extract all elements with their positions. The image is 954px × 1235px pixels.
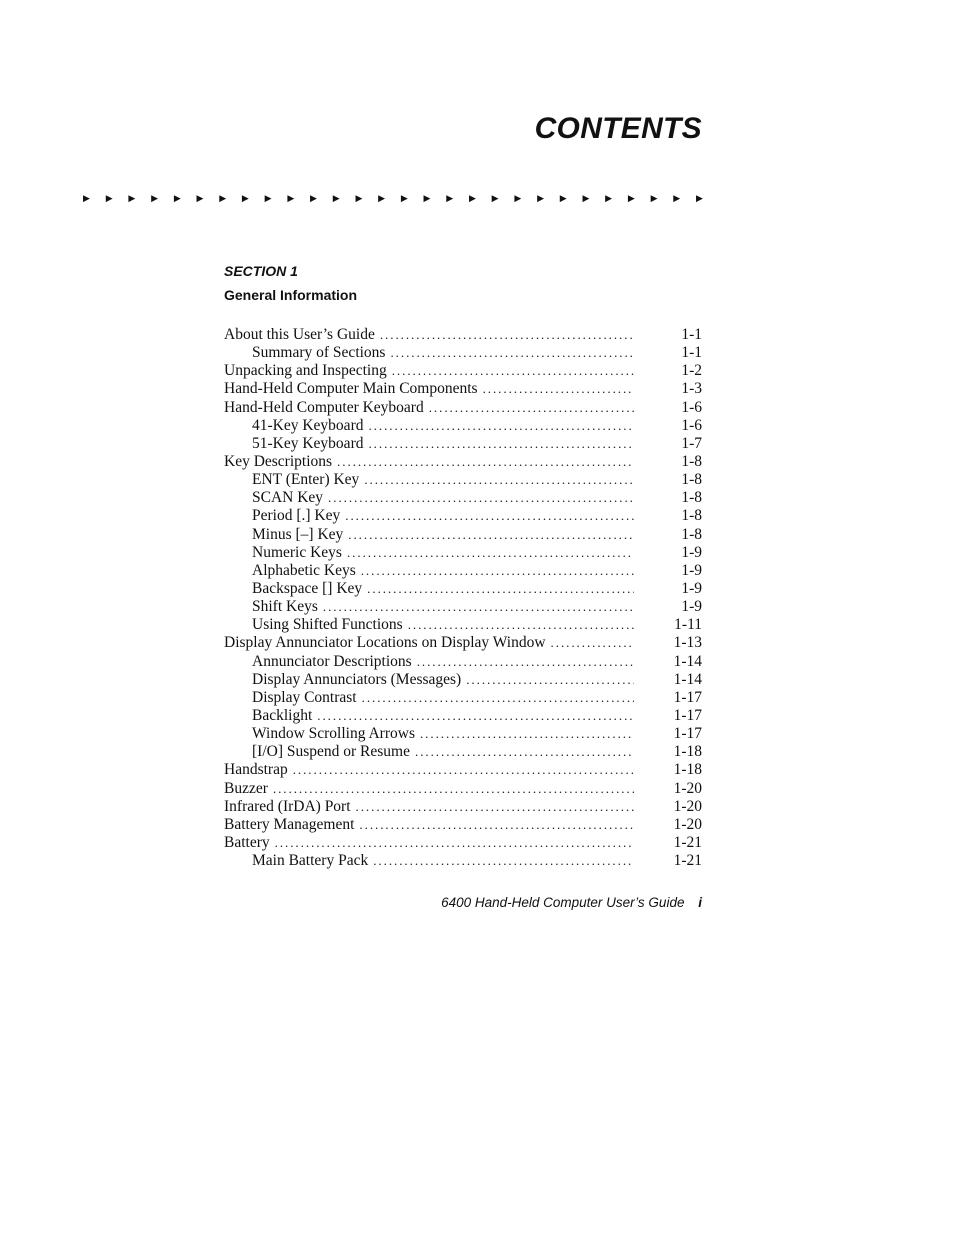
toc-entry-title: Minus [–] Key <box>252 525 344 543</box>
dot-leader <box>361 562 634 580</box>
toc-entry-title: Alphabetic Keys <box>252 561 356 579</box>
dot-leader <box>362 689 634 707</box>
toc-entry-page: 1-9 <box>681 543 702 561</box>
toc-entry-page: 1-8 <box>681 507 702 525</box>
right-triangle-icon: ▶ <box>695 194 703 204</box>
toc-entry[interactable] <box>224 526 702 544</box>
toc-entry-page: 1-17 <box>673 725 702 743</box>
toc-entry[interactable] <box>224 598 702 616</box>
toc-entry-page: 1-14 <box>673 670 702 688</box>
right-triangle-icon: ▶ <box>514 194 522 204</box>
dot-leader <box>368 435 634 453</box>
toc-entry-title: Main Battery Pack <box>252 852 369 870</box>
page-title: CONTENTS <box>534 112 702 145</box>
dot-leader <box>392 362 634 380</box>
toc-entry-title: 51-Key Keyboard <box>252 434 364 452</box>
right-triangle-icon: ▶ <box>491 194 499 204</box>
toc-entry[interactable] <box>224 344 702 362</box>
toc-entry[interactable] <box>224 489 702 507</box>
right-triangle-icon: ▶ <box>173 194 181 204</box>
right-triangle-icon: ▶ <box>196 194 204 204</box>
right-triangle-icon: ▶ <box>400 194 408 204</box>
dot-leader <box>364 471 634 489</box>
toc-entry[interactable] <box>224 725 702 743</box>
toc-entry[interactable] <box>224 507 702 525</box>
toc-entry-page: 1-14 <box>673 652 702 670</box>
toc-entry-title: SCAN Key <box>252 489 324 507</box>
dot-leader <box>273 780 634 798</box>
dot-leader <box>390 344 634 362</box>
right-triangle-icon: ▶ <box>105 194 113 204</box>
dot-leader <box>415 743 634 761</box>
toc-entry-title: Unpacking and Inspecting <box>224 362 387 380</box>
toc-entry-page: 1-11 <box>674 616 702 634</box>
toc-entry-title: Battery Management <box>224 815 355 833</box>
dot-leader <box>483 380 634 398</box>
right-triangle-icon: ▶ <box>264 194 272 204</box>
toc-entry-title: Buzzer <box>224 779 268 797</box>
toc-entry-page: 1-8 <box>681 489 702 507</box>
right-triangle-icon: ▶ <box>650 194 658 204</box>
toc-entry-title: Display Annunciators (Messages) <box>252 670 462 688</box>
right-triangle-icon: ▶ <box>423 194 431 204</box>
footer-title: 6400 Hand-Held Computer User’s Guide <box>441 895 685 910</box>
toc-entry-title: [I/O] Suspend or Resume <box>252 743 410 761</box>
dot-leader <box>359 816 634 834</box>
toc-entry[interactable] <box>224 580 702 598</box>
right-triangle-icon: ▶ <box>128 194 136 204</box>
toc-entry[interactable] <box>224 671 702 689</box>
dot-leader <box>373 852 634 870</box>
toc-entry-title: Backlight <box>252 706 313 724</box>
toc-entry[interactable] <box>224 707 702 725</box>
toc-entry-title: Battery <box>224 833 270 851</box>
section-heading: General Information <box>224 287 358 303</box>
table-of-contents <box>224 326 702 870</box>
toc-entry[interactable] <box>224 834 702 852</box>
dot-leader <box>367 580 634 598</box>
toc-entry-page: 1-9 <box>681 579 702 597</box>
toc-entry-page: 1-20 <box>673 797 702 815</box>
toc-entry[interactable] <box>224 399 702 417</box>
toc-entry[interactable] <box>224 689 702 707</box>
toc-entry-page: 1-18 <box>673 743 702 761</box>
toc-entry[interactable] <box>224 562 702 580</box>
dot-leader <box>429 399 634 417</box>
toc-entry-page: 1-13 <box>673 634 702 652</box>
page-footer <box>380 895 702 910</box>
right-triangle-icon: ▶ <box>241 194 249 204</box>
toc-entry-page: 1-9 <box>681 561 702 579</box>
section-label: SECTION 1 <box>224 263 298 279</box>
right-triangle-icon: ▶ <box>83 194 90 204</box>
dot-leader <box>337 453 634 471</box>
right-triangle-icon: ▶ <box>559 194 567 204</box>
toc-entry[interactable] <box>224 616 702 634</box>
dot-leader <box>420 725 634 743</box>
toc-entry[interactable] <box>224 471 702 489</box>
dot-leader <box>380 326 634 344</box>
toc-entry-title: Summary of Sections <box>252 344 386 362</box>
dot-leader <box>368 417 634 435</box>
right-triangle-icon: ▶ <box>673 194 681 204</box>
toc-entry[interactable] <box>224 326 702 344</box>
right-triangle-icon: ▶ <box>446 194 454 204</box>
toc-entry-page: 1-3 <box>681 380 702 398</box>
toc-entry[interactable] <box>224 380 702 398</box>
toc-entry[interactable] <box>224 435 702 453</box>
toc-entry-title: 41-Key Keyboard <box>252 416 364 434</box>
toc-entry[interactable] <box>224 852 702 870</box>
toc-entry-title: Hand-Held Computer Keyboard <box>224 398 424 416</box>
toc-entry[interactable] <box>224 417 702 435</box>
toc-entry[interactable] <box>224 544 702 562</box>
toc-entry[interactable] <box>224 362 702 380</box>
dot-leader <box>275 834 634 852</box>
toc-entry-page: 1-1 <box>681 344 702 362</box>
dot-leader <box>328 489 634 507</box>
dot-leader <box>466 671 634 689</box>
right-triangle-icon: ▶ <box>310 194 317 204</box>
dot-leader <box>551 634 634 652</box>
toc-entry[interactable] <box>224 634 702 652</box>
dot-leader <box>417 653 634 671</box>
toc-entry-page: 1-20 <box>673 779 702 797</box>
toc-entry-title: Backspace [] Key <box>252 579 363 597</box>
toc-entry-page: 1-8 <box>681 525 702 543</box>
dot-leader <box>345 507 634 525</box>
dot-leader <box>356 798 634 816</box>
toc-entry-page: 1-2 <box>681 362 702 380</box>
arrow-divider <box>83 193 703 205</box>
toc-entry-title: Period [.] Key <box>252 507 341 525</box>
toc-entry-page: 1-7 <box>681 434 702 452</box>
dot-leader <box>323 598 634 616</box>
toc-entry[interactable] <box>224 453 702 471</box>
toc-entry-title: Window Scrolling Arrows <box>252 725 415 743</box>
toc-entry-page: 1-17 <box>673 688 702 706</box>
toc-entry-page: 1-18 <box>673 761 702 779</box>
toc-entry-title: ENT (Enter) Key <box>252 471 360 489</box>
right-triangle-icon: ▶ <box>582 194 590 204</box>
dot-leader <box>293 761 634 779</box>
toc-entry[interactable] <box>224 798 702 816</box>
toc-entry-page: 1-21 <box>673 852 702 870</box>
right-triangle-icon: ▶ <box>287 194 295 204</box>
toc-entry-title: Using Shifted Functions <box>252 616 403 634</box>
toc-entry[interactable] <box>224 743 702 761</box>
toc-entry-title: Handstrap <box>224 761 288 779</box>
toc-entry-title: Infrared (IrDA) Port <box>224 797 351 815</box>
toc-entry-title: Annunciator Descriptions <box>252 652 412 670</box>
toc-entry[interactable] <box>224 653 702 671</box>
toc-entry-title: Display Contrast <box>252 688 357 706</box>
toc-entry-title: Hand-Held Computer Main Components <box>224 380 478 398</box>
right-triangle-icon: ▶ <box>605 194 613 204</box>
toc-entry-title: About this User’s Guide <box>224 326 375 343</box>
right-triangle-icon: ▶ <box>332 194 340 204</box>
dot-leader <box>317 707 634 725</box>
right-triangle-icon: ▶ <box>537 194 544 204</box>
toc-entry-page: 1-6 <box>681 416 702 434</box>
toc-entry-page: 1-1 <box>681 326 702 343</box>
right-triangle-icon: ▶ <box>378 194 386 204</box>
toc-entry-page: 1-6 <box>681 398 702 416</box>
right-triangle-icon: ▶ <box>151 194 159 204</box>
toc-entry-title: Numeric Keys <box>252 543 342 561</box>
toc-entry-page: 1-9 <box>681 598 702 616</box>
toc-entry-page: 1-8 <box>681 452 702 470</box>
toc-entry-title: Key Descriptions <box>224 452 333 470</box>
right-triangle-icon: ▶ <box>468 194 476 204</box>
toc-entry-page: 1-8 <box>681 471 702 489</box>
dot-leader <box>348 526 634 544</box>
toc-entry[interactable] <box>224 761 702 779</box>
toc-entry[interactable] <box>224 780 702 798</box>
toc-entry-title: Display Annunciator Locations on Display Window <box>224 634 546 652</box>
toc-entry-page: 1-17 <box>673 706 702 724</box>
dot-leader <box>408 616 634 634</box>
toc-entry-page: 1-21 <box>673 833 702 851</box>
right-triangle-icon: ▶ <box>627 194 635 204</box>
right-triangle-icon: ▶ <box>219 194 227 204</box>
dot-leader <box>347 544 634 562</box>
right-triangle-icon: ▶ <box>355 194 363 204</box>
toc-entry[interactable] <box>224 816 702 834</box>
toc-entry-page: 1-20 <box>673 815 702 833</box>
toc-entry-title: Shift Keys <box>252 598 318 616</box>
footer-page-number: i <box>698 895 702 910</box>
